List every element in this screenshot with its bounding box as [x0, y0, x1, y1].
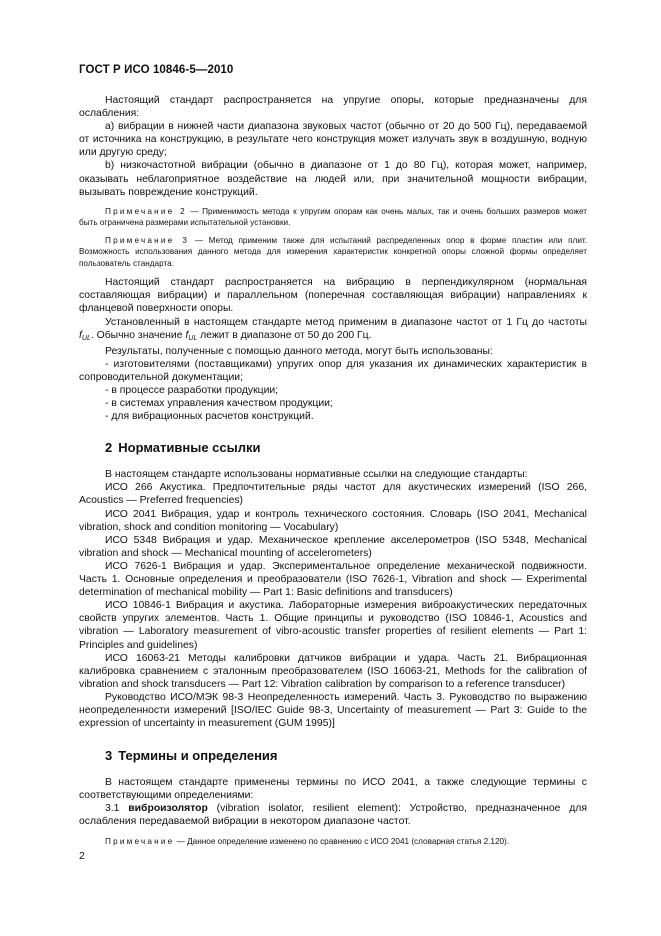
- note-2: [79, 206, 587, 229]
- normative-reference: ИСО 10846-1 Вибрация и акустика. Лабораторные измерения виброакустических передаточных свойств упругих элементов. Часть 1. Общие принципы и руководство (ISO 10846-1, Acoustics and vibration — Laboratory measurement of vibro-acoustic transfer properties of resilient elements — Part 1: Principles and guidelines): [79, 600, 587, 651]
- document-body: [79, 94, 587, 847]
- list-item: - в процессе разработки продукции;: [105, 385, 279, 396]
- scope-paragraph-3: Установленный в настоящем стандарте метод применим в диапазоне частот от 1 Гц до частоты $f_{UL}$. Обычно значение $f_{UL}$ лежит в диапазоне от 50 до 200 Гц.: [79, 316, 587, 342]
- section-3-heading: 3 Термины и определения: [105, 748, 278, 764]
- normative-reference: ИСО 7626-1 Вибрация и удар. Экспериментальное определение механической подвижности. Часть 1. Основные определения и преобразователи (ISO 7626-1, Vibration and shock — Experimental determination of mechanical mobility — Part 1: Basic definitions and transducers): [79, 560, 587, 599]
- scope-paragraph-4: Результаты, полученные с помощью данного метода, могут быть использованы:: [105, 345, 493, 357]
- term-name: виброизолятор: [128, 803, 208, 815]
- normative-reference: Руководство ИСО/МЭК 98-3 Неопределенность измерений. Часть 3. Руководство по выражению неопределенности измерений [ISO/IEC Guide 98-3, Uncertainty of measurement — Part 3: Guide to the expression of uncertainty in measurement (GUM 1995)]: [79, 691, 587, 730]
- page-number: 2: [79, 850, 85, 862]
- section-2-heading: 2 Нормативные ссылки: [105, 440, 261, 456]
- normative-reference: ИСО 2041 Вибрация, удар и контроль технического состояния. Словарь (ISO 2041, Mechanical vibration, shock and condition monitoring — Vocabulary): [79, 508, 587, 533]
- scope-paragraph-2: Настоящий стандарт распространяется на вибрацию в перпендикулярном (нормальная составляющая вибрации) и параллельном (поперечная составляющая вибрации) направлениях к фланцевой поверхности опоры.: [79, 277, 587, 315]
- note-2-label: Примечание 2: [105, 206, 187, 216]
- list-item: - для вибрационных расчетов конструкций.: [105, 411, 314, 423]
- section-3-note: Примечание — Данное определение изменено по сравнению с ИСО 2041 (словарная статья 2.120).: [105, 836, 510, 846]
- normative-reference: ИСО 266 Акустика. Предпочтительные ряды частот для акустических измерений (ISO 266, Acoustics — Preferred frequencies): [79, 482, 587, 507]
- scope-item-a: а) вибрации в нижней части диапазона звуковых частот (обычно от 20 до 500 Гц), передаваемой от источника на конструкцию, в результате чего конструкция может излучать звук в воздушную, водную или другую среду;: [79, 121, 587, 159]
- note-3-text: — Метод применим также для испытаний распределенных опор в форме пластин или плит. Возможность использования данного метода для измерения характеристик конкретной опоры сложной формы определяет пользователь стандарта.: [79, 235, 588, 268]
- scope-paragraph-1: Настоящий стандарт распространяется на упругие опоры, которые предназначены для ослабления:: [79, 95, 587, 120]
- section-3-note-label: Примечание: [105, 836, 175, 846]
- note-3-label: Примечание 3: [105, 235, 190, 245]
- normative-reference: ИСО 16063-21 Методы калибровки датчиков вибрации и удара. Часть 21. Вибрационная калибровка сравнением с эталонным преобразователем (ISO 16063-21, Methods for the calibration of vibration and shock transducers — Part 12: Vibration calibration by comparison to a reference transducer): [79, 652, 587, 690]
- note-2-text: — Применимость метода к упругим опорам как очень малых, так и очень больших размеров может быть ограничена размерами испытательной установки.: [79, 206, 587, 228]
- note-3: [79, 235, 587, 270]
- section-2-intro: В настоящем стандарте использованы нормативные ссылки на следующие стандарты:: [105, 469, 528, 481]
- list-item: - в системах управления качеством продукции;: [105, 398, 333, 410]
- normative-reference: ИСО 5348 Вибрация и удар. Механическое крепление акселерометров (ISO 5348, Mechanical vibration and shock — Mechanical mounting of accelerometers): [79, 534, 587, 559]
- list-item: - изготовителями (поставщиками) упругих опор для указания их динамических характеристик в сопроводительной документации;: [79, 358, 587, 383]
- document-header: ГОСТ Р ИСО 10846-5—2010: [79, 64, 234, 76]
- scope-item-b: b) низкочастотной вибрации (обычно в диапазоне от 1 до 80 Гц), которая может, например, оказывать неблагоприятное воздействие на людей или, при значительной мощности вибрации, вызывать повреждение конструкций.: [79, 160, 587, 198]
- term-definition: 3.1 виброизолятор (vibration isolator, resilient element): Устройство, предназначенное для ослабления передаваемой вибрации в некотором диапазоне частот.: [79, 803, 587, 828]
- section-3-intro: В настоящем стандарте применены термины по ИСО 2041, а также следующие термины с соответствующими определениями:: [79, 777, 587, 802]
